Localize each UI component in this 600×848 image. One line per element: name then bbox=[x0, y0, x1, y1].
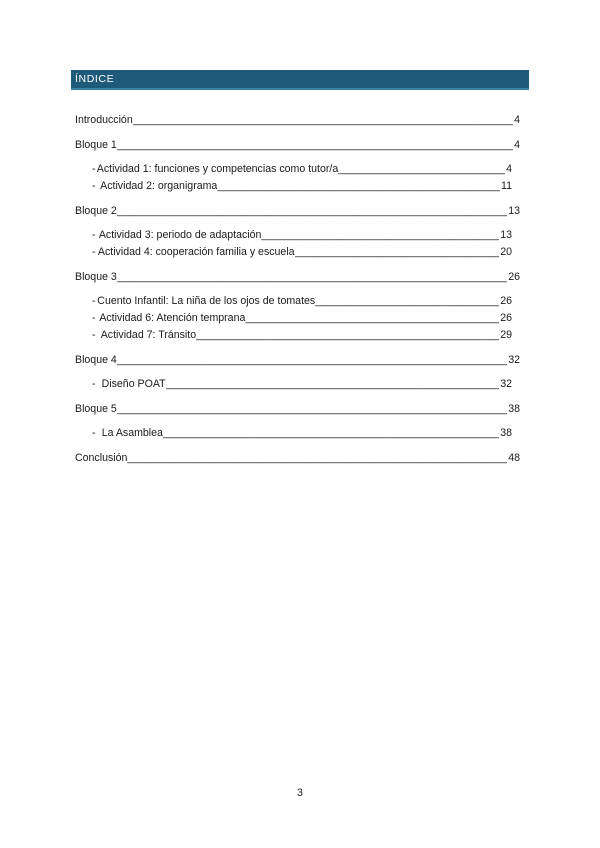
toc-entry-bloque-3[interactable] bbox=[75, 269, 520, 285]
toc-subentry-actividad-1[interactable] bbox=[75, 161, 520, 177]
toc-entry-page: 32 bbox=[508, 354, 520, 366]
toc-entry-page: 4 bbox=[506, 163, 512, 175]
list-dash: - bbox=[92, 329, 96, 341]
toc-entry-label: Introducción bbox=[75, 114, 133, 126]
toc-leader bbox=[163, 425, 499, 441]
toc-entry-page: 32 bbox=[500, 378, 512, 390]
toc-entry-bloque-4[interactable] bbox=[75, 352, 520, 368]
toc-entry-label: Actividad 4: cooperación familia y escuela bbox=[97, 246, 295, 258]
toc-leader bbox=[196, 327, 499, 343]
toc-entry-label: La Asamblea bbox=[101, 427, 163, 439]
table-of-contents bbox=[75, 112, 520, 466]
toc-subentry-actividad-7[interactable] bbox=[75, 327, 520, 343]
toc-entry-label: Conclusión bbox=[75, 452, 128, 464]
toc-leader bbox=[245, 310, 499, 326]
toc-leader bbox=[261, 227, 499, 243]
toc-entry-page: 11 bbox=[501, 180, 512, 192]
toc-leader bbox=[315, 293, 499, 309]
toc-entry-page: 26 bbox=[500, 295, 512, 307]
page-number: 3 bbox=[297, 787, 303, 799]
toc-entry-label: Cuento Infantil: La niña de los ojos de tomates bbox=[97, 295, 316, 307]
toc-subentry-la-asamblea[interactable] bbox=[75, 425, 520, 441]
toc-leader bbox=[166, 376, 500, 392]
toc-entry-page: 38 bbox=[508, 403, 520, 415]
toc-entry-label: Actividad 2: organigrama bbox=[100, 180, 218, 192]
toc-entry-page: 4 bbox=[514, 114, 520, 126]
toc-subentry-actividad-3[interactable] bbox=[75, 227, 520, 243]
toc-entry-page: 4 bbox=[514, 139, 520, 151]
toc-entry-label: Actividad 6: Atención temprana bbox=[99, 312, 246, 324]
toc-header-bar bbox=[71, 70, 529, 90]
list-dash: - bbox=[92, 246, 96, 258]
toc-leader bbox=[133, 112, 513, 128]
toc-title: ÍNDICE bbox=[75, 73, 115, 85]
toc-subentry-actividad-6[interactable] bbox=[75, 310, 520, 326]
toc-leader bbox=[295, 244, 500, 260]
toc-entry-page: 26 bbox=[508, 271, 520, 283]
toc-entry-page: 13 bbox=[508, 205, 520, 217]
toc-leader bbox=[117, 269, 507, 285]
toc-entry-label: Actividad 7: Tránsito bbox=[100, 329, 197, 341]
toc-leader bbox=[217, 178, 500, 194]
toc-entry-bloque-1[interactable] bbox=[75, 137, 520, 153]
toc-subentry-diseno-poat[interactable] bbox=[75, 376, 520, 392]
toc-leader bbox=[127, 450, 507, 466]
list-dash: - bbox=[92, 378, 96, 390]
toc-entry-label: Bloque 4 bbox=[75, 354, 117, 366]
toc-leader bbox=[117, 137, 513, 153]
toc-entry-bloque-5[interactable] bbox=[75, 401, 520, 417]
toc-entry-label: Bloque 5 bbox=[75, 403, 117, 415]
toc-leader bbox=[117, 352, 507, 368]
list-dash: - bbox=[92, 312, 96, 324]
toc-entry-label: Actividad 1: funciones y competencias como tutor/a bbox=[96, 163, 339, 175]
list-dash: - bbox=[92, 295, 96, 307]
toc-leader bbox=[117, 203, 507, 219]
toc-subentry-cuento-infantil[interactable] bbox=[75, 293, 520, 309]
toc-entry-label: Bloque 3 bbox=[75, 271, 117, 283]
toc-entry-conclusion[interactable] bbox=[75, 450, 520, 466]
toc-entry-page: 13 bbox=[500, 229, 512, 241]
toc-subentry-actividad-4[interactable] bbox=[75, 244, 520, 260]
list-dash: - bbox=[92, 229, 96, 241]
toc-entry-label: Bloque 2 bbox=[75, 205, 117, 217]
toc-entry-page: 29 bbox=[500, 329, 512, 341]
toc-entry-label: Actividad 3: periodo de adaptación bbox=[98, 229, 262, 241]
list-dash: - bbox=[92, 163, 96, 175]
toc-subentry-actividad-2[interactable] bbox=[75, 178, 520, 194]
toc-leader bbox=[338, 161, 505, 177]
toc-entry-introduccion[interactable] bbox=[75, 112, 520, 128]
toc-entry-label: Bloque 1 bbox=[75, 139, 117, 151]
toc-leader bbox=[117, 401, 507, 417]
toc-entry-bloque-2[interactable] bbox=[75, 203, 520, 219]
toc-entry-label: Diseño POAT bbox=[101, 378, 166, 390]
toc-entry-page: 20 bbox=[500, 246, 512, 258]
toc-entry-page: 48 bbox=[508, 452, 520, 464]
list-dash: - bbox=[92, 427, 96, 439]
list-dash: - bbox=[92, 180, 96, 192]
toc-entry-page: 26 bbox=[500, 312, 512, 324]
toc-entry-page: 38 bbox=[500, 427, 512, 439]
